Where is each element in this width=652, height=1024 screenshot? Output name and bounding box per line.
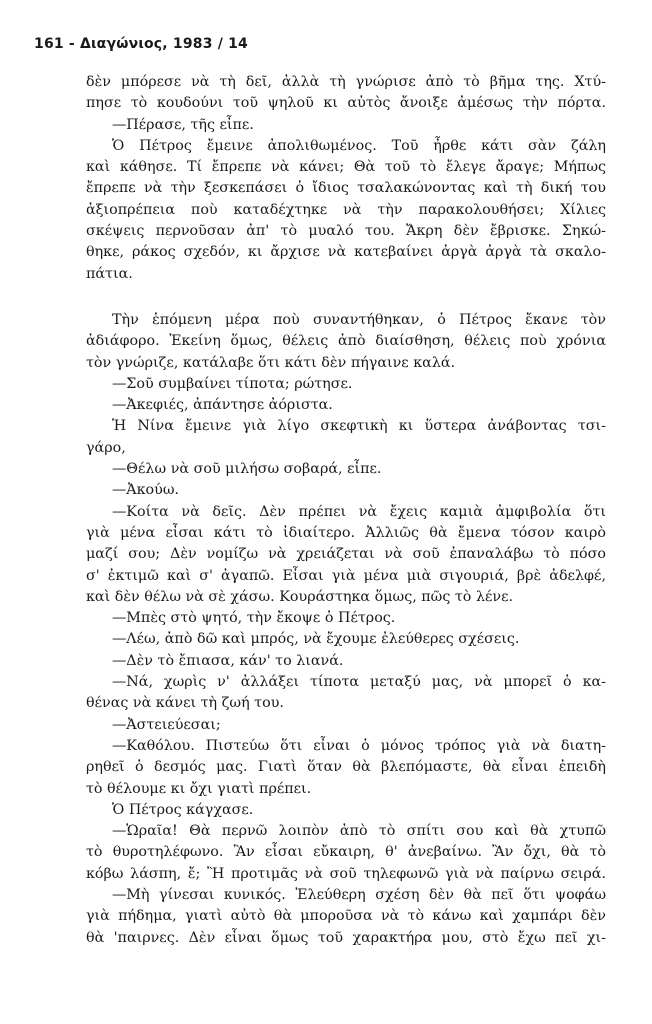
text-line: Ὁ Πέτρος ἔμεινε ἀπολιθωμένος. Τοῦ ἦρθε κάτι σὰν ζάλη bbox=[112, 137, 606, 154]
paragraph-gap bbox=[86, 285, 606, 310]
text-line: —Ὡραῖα! Θὰ περνῶ λοιπὸν ἀπὸ τὸ σπίτι σου καὶ θὰ χτυπῶ bbox=[112, 823, 606, 840]
text-line: θὰ 'παιρνες. Δὲν εἶναι ὅμως τοῦ χαρακτήρα μου, στὸ ἔχω πεῖ χι- bbox=[86, 929, 606, 946]
text-line: —Δὲν τὸ ἔπιασα, κάν' το λιανά. bbox=[112, 652, 344, 669]
text-line: —Πέρασε, τῆς εἶπε. bbox=[112, 116, 254, 133]
text-line: ἀξιοπρέπεια ποὺ καταδέχτηκε νὰ τὴν παρακολουθήσει; Χίλιες bbox=[86, 201, 606, 218]
text-line: τὸ θυροτηλέφωνο. Ἂν εἶσαι εὔκαιρη, θ' ἀνεβαίνω. Ἂν ὄχι, θὰ τὸ bbox=[86, 844, 606, 861]
running-head: 161 - Διαγώνιος, 1983 / 14 bbox=[34, 36, 249, 52]
text-line: ρηθεῖ ὁ δεσμός μας. Γιατὶ ὅταν θὰ βλεπόμαστε, θὰ εἶναι ἐπειδὴ bbox=[86, 759, 606, 776]
text-line: σ' ἐκτιμῶ καὶ σ' ἀγαπῶ. Εἶσαι γιὰ μένα μιὰ σιγουριά, βρὲ ἀδελφέ, bbox=[86, 567, 606, 584]
text-line: μαζί σου; Δὲν νομίζω νὰ χρειάζεται νὰ σοῦ ἐπαναλάβω τὸ πόσο bbox=[86, 546, 606, 563]
text-line: δὲν μπόρεσε νὰ τὴ δεῖ, ἀλλὰ τὴ γνώρισε ἀπὸ τὸ βῆμα της. Χτύ- bbox=[86, 74, 606, 90]
text-line: γιὰ πήδημα, γιατὶ αὐτὸ θὰ μποροῦσα νὰ τὸ κάνω καὶ χαμπάρι δὲν bbox=[86, 908, 606, 925]
text-line: κόβω λάσπη, ἔ; Ἢ προτιμᾶς νὰ σοῦ τηλεφωνῶ γιὰ νὰ παίρνω σειρά. bbox=[86, 865, 606, 882]
text-line: —Ἀκούω. bbox=[112, 482, 180, 499]
text-line: πάτια. bbox=[86, 265, 133, 282]
text-line: —Θέλω νὰ σοῦ μιλήσω σοβαρά, εἶπε. bbox=[112, 461, 382, 478]
text-line: —Καθόλου. Πιστεύω ὅτι εἶναι ὁ μόνος τρόπος γιὰ νὰ διατη- bbox=[112, 737, 606, 754]
text-line: —Μὴ γίνεσαι κυνικός. Ἐλεύθερη σχέση δὲν θὰ πεῖ ὅτι ψοφάω bbox=[112, 886, 606, 903]
text-line: γιὰ μένα εἶσαι κάτι τὸ ἰδιαίτερο. Ἀλλιῶς θὰ ἔμενα τόσον καιρὸ bbox=[86, 524, 606, 541]
text-line: —Λέω, ἀπὸ δῶ καὶ μπρός, νὰ ἔχουμε ἐλεύθερες σχέσεις. bbox=[112, 631, 520, 648]
body-text bbox=[86, 72, 606, 949]
text-line: πησε τὸ κουδούνι τοῦ ψηλοῦ κι αὐτὸς ἄνοιξε ἀμέσως τὴν πόρτα. bbox=[86, 95, 606, 112]
text-line: καὶ κάθησε. Τί ἔπρεπε νὰ κάνει; Θὰ τοῦ τὸ ἔλεγε ἄραγε; Μήπως bbox=[86, 159, 606, 176]
text-line: τὸν γνώριζε, κατάλαβε ὅτι κάτι δὲν πήγαινε καλά. bbox=[86, 354, 456, 371]
text-line: γάρο, bbox=[86, 439, 126, 456]
text-line: —Ἀκεφιές, ἀπάντησε ἀόριστα. bbox=[112, 397, 333, 414]
text-line: καὶ δὲν θέλω νὰ σὲ χάσω. Κουράστηκα ὅμως, πῶς τὸ λένε. bbox=[86, 588, 514, 605]
text-line: —Κοίτα νὰ δεῖς. Δὲν πρέπει νὰ ἔχεις καμιὰ ἀμφιβολία ὅτι bbox=[112, 503, 606, 520]
text-line: —Μπὲς στὸ ψητό, τὴν ἔκοψε ὁ Πέτρος. bbox=[112, 610, 396, 627]
text-line: θένας νὰ κάνει τὴ ζωή του. bbox=[86, 695, 284, 712]
text-line: Ὁ Πέτρος κάγχασε. bbox=[112, 801, 254, 818]
text-line: σκέψεις περνοῦσαν ἀπ' τὸ μυαλό του. Ἄκρη δὲν ἔβρισκε. Σηκώ- bbox=[86, 223, 606, 240]
text-line: Ἡ Νίνα ἔμεινε γιὰ λίγο σκεφτικὴ κι ὕστερα ἀνάβοντας τσι- bbox=[112, 418, 606, 435]
text-line: —Νά, χωρὶς ν' ἀλλάξει τίποτα μεταξύ μας, νὰ μπορεῖ ὁ κα- bbox=[112, 674, 606, 691]
text-line: ἔπρεπε νὰ τὴν ξεσκεπάσει ὁ ἴδιος τσαλακώνοντας καὶ τὴ δική του bbox=[86, 180, 606, 197]
text-line: —Ἀστειεύεσαι; bbox=[112, 716, 221, 733]
text-line: Τὴν ἑπόμενη μέρα ποὺ συναντήθηκαν, ὁ Πέτρος ἔκανε τὸν bbox=[112, 311, 606, 328]
text-line: τὸ θέλουμε κι ὄχι γιατὶ πρέπει. bbox=[86, 780, 312, 797]
text-line: —Σοῦ συμβαίνει τίποτα; ρώτησε. bbox=[112, 375, 353, 392]
text-line: ἀδιάφορο. Ἐκείνη ὅμως, θέλεις ἀπὸ διαίσθηση, θέλεις ποὺ χρόνια bbox=[86, 333, 606, 350]
text-line: θηκε, ράκος σχεδόν, κι ἄρχισε νὰ κατεβαίνει ἀργὰ ἀργὰ τὰ σκαλο- bbox=[86, 244, 606, 261]
